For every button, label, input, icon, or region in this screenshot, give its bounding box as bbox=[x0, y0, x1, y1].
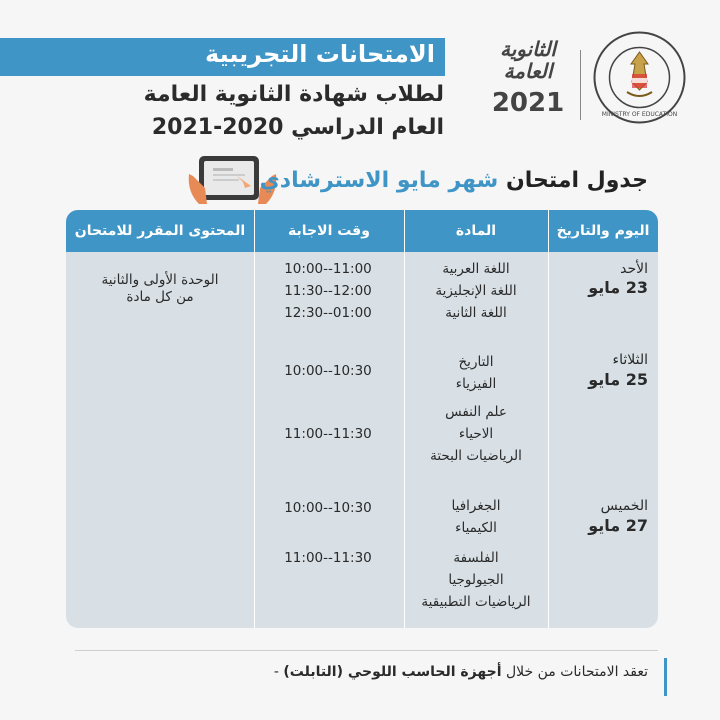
banner-title: الامتحانات التجريبية bbox=[205, 40, 435, 68]
subject-item: اللغة الثانية bbox=[445, 305, 507, 321]
footer-accent-bar bbox=[664, 658, 667, 696]
thanawya-logo-year: 2021 bbox=[491, 88, 565, 118]
exam-schedule-table bbox=[66, 210, 658, 628]
subject-item: الفلسفة bbox=[453, 550, 499, 566]
subject-item: اللغة العربية bbox=[442, 261, 510, 277]
subject-item: الرياضيات البحتة bbox=[430, 448, 522, 464]
svg-text:MINISTRY OF EDUCATION: MINISTRY OF EDUCATION bbox=[601, 111, 678, 118]
row-day-date: 23 مايو bbox=[588, 278, 648, 297]
logo-divider bbox=[580, 50, 581, 120]
subject-item: الجغرافيا bbox=[451, 498, 501, 514]
footer-note bbox=[274, 664, 648, 680]
footer-divider bbox=[75, 650, 658, 651]
row-day-name: الثلاثاء bbox=[612, 352, 648, 368]
thanawya-logo-text: الثانوية العامة bbox=[500, 37, 556, 83]
subject-item: اللغة الإنجليزية bbox=[435, 283, 517, 299]
subject-item: الفيزياء bbox=[455, 376, 497, 392]
content-text-line2: من كل مادة bbox=[126, 289, 194, 305]
ministry-logo-icon bbox=[592, 30, 687, 125]
footer-dash: - bbox=[273, 664, 279, 680]
footer-note-bold: أجهزة الحاسب اللوحي (التابلت) bbox=[283, 664, 502, 680]
subject-item: الاحياء bbox=[458, 426, 494, 442]
subject-item: علم النفس bbox=[445, 404, 507, 420]
time-item: 11:00--11:30 bbox=[284, 426, 372, 442]
title-banner bbox=[0, 38, 445, 76]
time-item: 12:30--01:00 bbox=[284, 305, 372, 321]
schedule-title bbox=[260, 168, 648, 193]
subtitle-academic-year: العام الدراسي 2020-2021 bbox=[151, 115, 444, 140]
subtitle-students: لطلاب شهادة الثانوية العامة bbox=[143, 82, 444, 107]
row-day-name: الخميس bbox=[600, 498, 648, 514]
subject-item: الجيولوجيا bbox=[448, 572, 504, 588]
subject-item: الرياضيات التطبيقية bbox=[421, 594, 531, 610]
time-item: 10:00--10:30 bbox=[284, 500, 372, 516]
row-day-name: الأحد bbox=[620, 261, 648, 277]
content-text-line1: الوحدة الأولى والثانية bbox=[101, 272, 219, 288]
header-answer-time: وقت الاجابة bbox=[288, 223, 370, 239]
row-day-date: 27 مايو bbox=[588, 516, 648, 535]
thanawya-logo bbox=[482, 38, 574, 118]
footer-note-normal: تعقد الامتحانات من خلال bbox=[505, 664, 648, 680]
subject-item: الكيمياء bbox=[455, 520, 497, 536]
header-content: المحتوى المقرر للامتحان bbox=[74, 223, 246, 239]
header-subject: المادة bbox=[455, 223, 497, 239]
header-day-date: اليوم والتاريخ bbox=[556, 223, 650, 239]
schedule-title-accent: شهر مايو الاسترشادي bbox=[259, 168, 499, 193]
row-day-date: 25 مايو bbox=[588, 370, 648, 389]
time-item: 11:00--11:30 bbox=[284, 550, 372, 566]
time-item: 10:00--11:00 bbox=[284, 261, 372, 277]
schedule-title-prefix: جدول امتحان bbox=[505, 168, 648, 193]
time-item: 11:30--12:00 bbox=[284, 283, 372, 299]
time-item: 10:00--10:30 bbox=[284, 363, 372, 379]
subject-item: التاريخ bbox=[458, 354, 494, 370]
